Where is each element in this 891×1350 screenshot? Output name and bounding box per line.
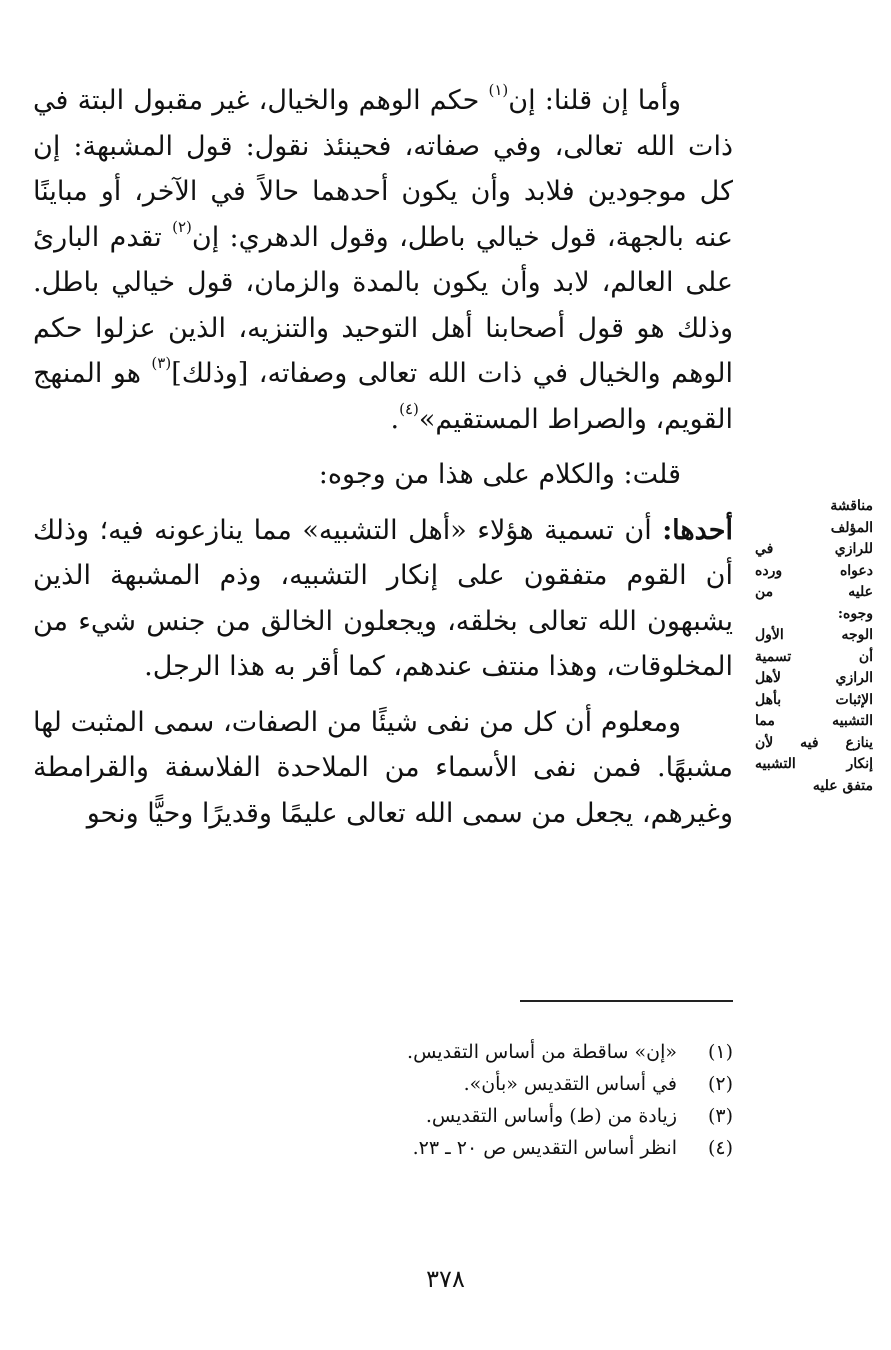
footnote-number: (٣) xyxy=(707,1105,733,1127)
footnote-text: «إن» ساقطة من أساس التقديس. xyxy=(407,1041,677,1063)
footnote-text: انظر أساس التقديس ص ٢٠ ـ ٢٣. xyxy=(412,1137,677,1159)
margin-note-line: المؤلف xyxy=(830,519,873,536)
footnote-ref-2[interactable]: (٢) xyxy=(172,217,192,236)
margin-note-line: الإثبات بأهل xyxy=(755,691,873,708)
footnote-ref-1[interactable]: (١) xyxy=(488,81,509,99)
margin-note-line: الوجه الأول xyxy=(755,627,873,643)
text-run: حكم الوهم والخيال، غير مقبول البتة في ذات الله تعالى، وفي صفاته، فحينئذ نقول: قول المشبهة: إن كل موجودين فلابد وأن يكون أحدهما حالاً في الآخر، أو مباينًا عنه بالجهة، قول خيالي باطل، وقول الدهري: إن xyxy=(33,85,733,253)
footnote-divider xyxy=(520,1000,733,1002)
margin-note-line: إنكار التشبيه xyxy=(755,756,873,772)
text-run: . xyxy=(390,403,400,435)
margin-note-line: مناقشة xyxy=(830,498,873,514)
text-run: هو المنهج القويم، والصراط المستقيم» xyxy=(33,358,733,435)
footnote-text: في أساس التقديس «بأن». xyxy=(463,1073,677,1095)
first-aspect-label: أحدها: xyxy=(662,514,733,546)
text-run: أن تسمية هؤلاء «أهل التشبيه» مما ينازعونه فيه؛ وذلك أن القوم متفقون على إنكار التشبيه، وذم المشبهة الذين يشبهون الله تعالى بخلقه، ويجعلون الخالق من جنس شيء من المخلوقات، وهذا منتف عندهم، كما أقر به هذا الرجل. xyxy=(33,514,733,682)
margin-note-line: التشبيه مما xyxy=(755,713,873,729)
footnote-number: (١) xyxy=(707,1041,733,1063)
paragraph-razi-quote xyxy=(33,78,733,442)
page-number: ٣٧٨ xyxy=(426,1265,465,1293)
margin-note-line: أن تسمية xyxy=(755,648,873,665)
margin-note-line: وجوه: xyxy=(837,605,873,622)
footnote xyxy=(133,1068,733,1100)
paragraph-attributes: ومعلوم أن كل من نفى شيئًا من الصفات، سمى المثبت لها مشبهًا. فمن نفى الأسماء من الملاحدة الفلاسفة والقرامطة وغيرهم، يجعل من سمى الله تعالى عليمًا وقديرًا وحيًّا ونحو xyxy=(33,706,733,829)
footnote-ref-3[interactable]: (٣) xyxy=(151,354,172,372)
footnote-ref-4[interactable]: (٤) xyxy=(399,399,419,418)
margin-note-line: الرازي لأهل xyxy=(755,670,873,686)
footnote xyxy=(133,1132,733,1164)
footnote-number: (٤) xyxy=(707,1137,733,1159)
paragraph-response-intro: قلت: والكلام على هذا من وجوه: xyxy=(318,459,681,490)
main-text xyxy=(33,78,733,836)
margin-note-line: ينازع فيه لأن xyxy=(755,734,873,751)
margin-note xyxy=(755,496,873,797)
footnote-number: (٢) xyxy=(707,1073,733,1095)
margin-note-line: للرازي في xyxy=(755,541,873,557)
text-run: تقدم البارئ على العالم، لابد وأن يكون بالمدة والزمان، قول خيالي باطل. وذلك هو قول أصحابنا أهل التوحيد والتنزيه، الذين عزلوا حكم الوهم والخيال في ذات الله تعالى وصفاته، [وذلك] xyxy=(33,221,733,389)
footnotes xyxy=(133,1036,733,1164)
footnote xyxy=(133,1036,733,1068)
footnote-text: زيادة من (ط) وأساس التقديس. xyxy=(425,1105,677,1127)
paragraph-first-aspect xyxy=(33,508,733,690)
margin-note-line: عليه من xyxy=(755,584,873,600)
footnote xyxy=(133,1100,733,1132)
text-run: وأما إن قلنا: إن xyxy=(508,85,682,116)
margin-note-line: دعواه ورده xyxy=(755,562,873,579)
margin-note-line: متفق عليه xyxy=(812,777,873,794)
